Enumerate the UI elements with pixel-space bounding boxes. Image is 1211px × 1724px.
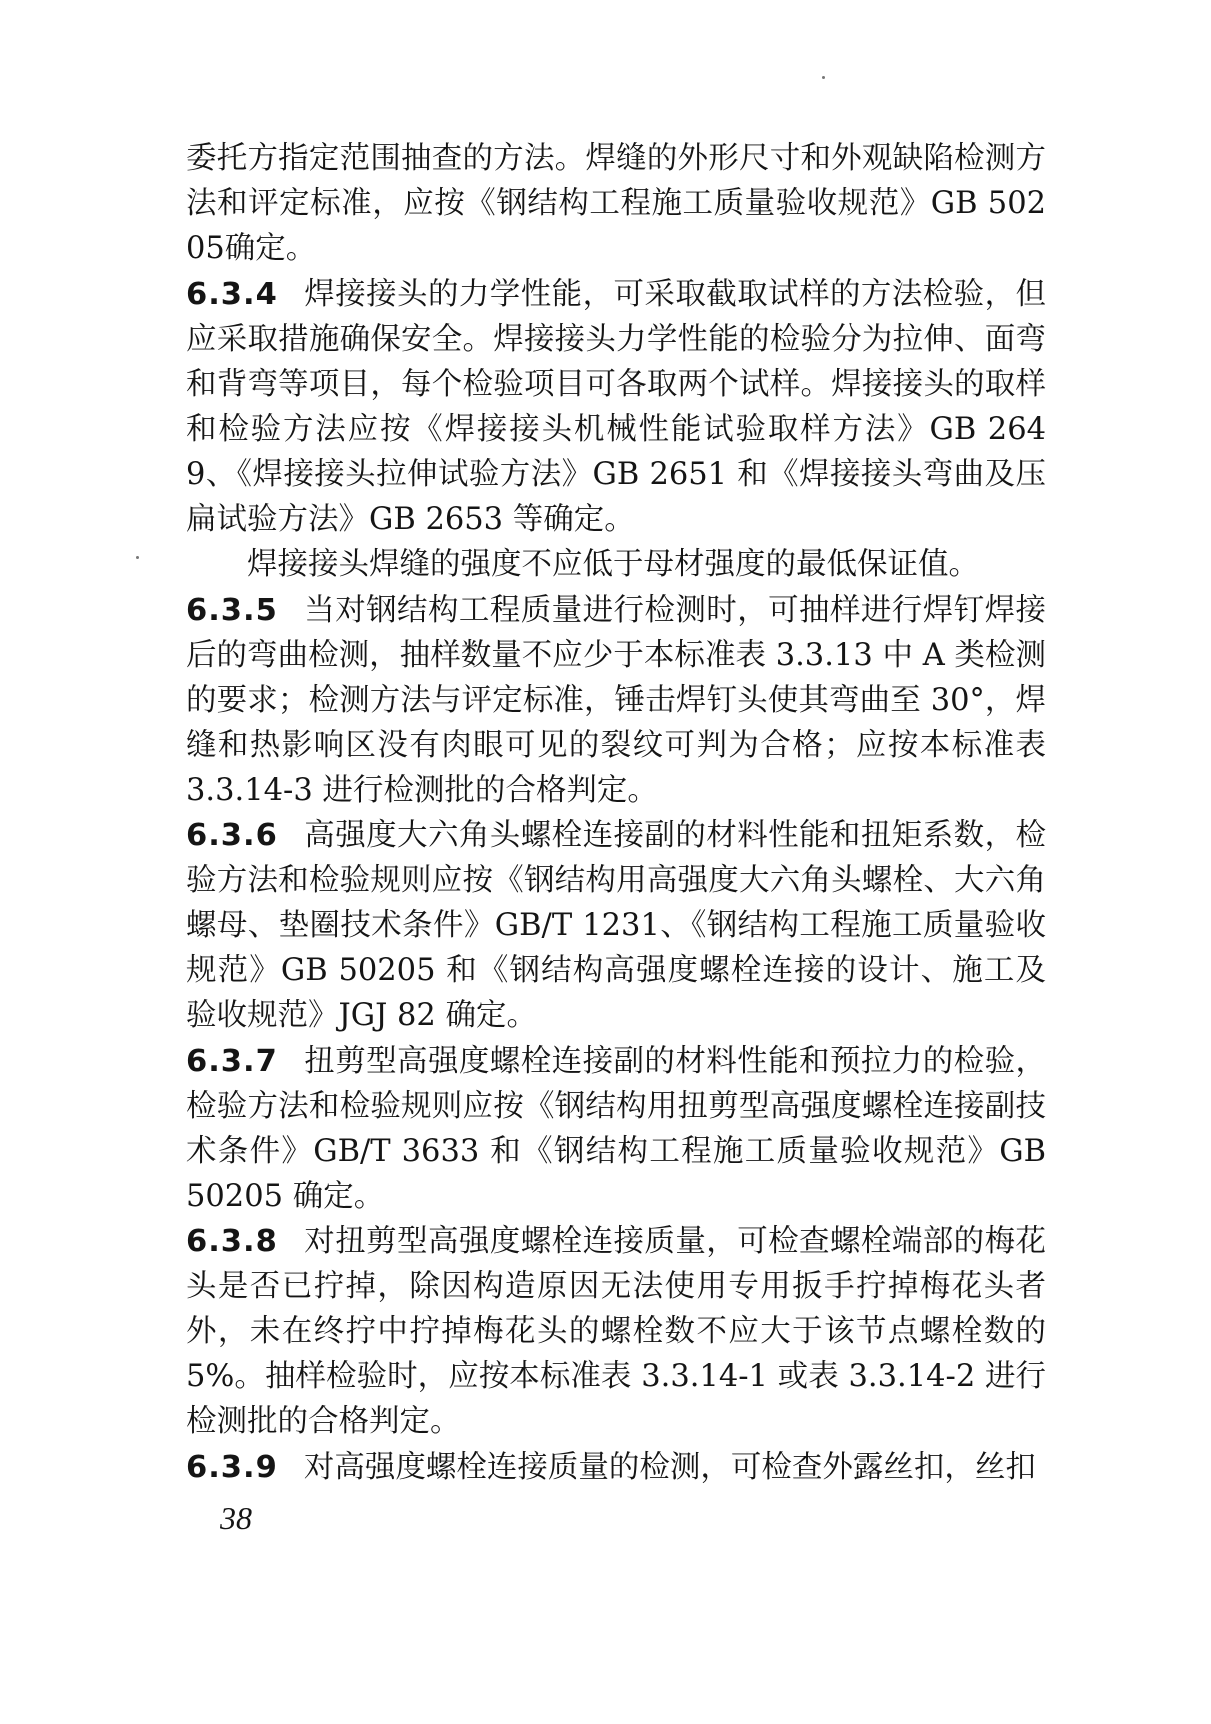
paragraph <box>186 136 1046 271</box>
paragraph <box>186 1039 1046 1219</box>
section-number: 6.3.9 <box>186 1449 278 1485</box>
paragraph-text: 对扭剪型高强度螺栓连接质量，可检查螺栓端部的梅花头是否已拧掉，除因构造原因无法使用专用扳手拧掉梅花头者外，未在终拧中拧掉梅花头的螺栓数不应大于该节点螺栓数的 5%。抽样检验时，应按本标准表 3.3.14-1 或表 3.3.14-2 进行检测批的合格判定。 <box>186 1224 1046 1439</box>
section-number: 6.3.4 <box>186 276 278 312</box>
paragraph-text: 委托方指定范围抽查的方法。焊缝的外形尺寸和外观缺陷检测方法和评定标准，应按《钢结构工程施工质量验收规范》GB 50205确定。 <box>186 141 1046 266</box>
paragraph <box>186 272 1046 542</box>
section-number: 6.3.5 <box>186 592 278 628</box>
paragraph-text: 焊接接头的力学性能，可采取截取试样的方法检验，但应采取措施确保安全。焊接接头力学性能的检验分为拉伸、面弯和背弯等项目，每个检验项目可各取两个试样。焊接接头的取样和检验方法应按《焊接接头机械性能试验取样方法》GB 2649、《焊接接头拉伸试验方法》GB 2651 和《焊接接头弯曲及压扁试验方法》GB 2653 等确定。 <box>186 276 1046 537</box>
paragraph <box>186 542 1046 587</box>
paragraph-text: 焊接接头焊缝的强度不应低于母材强度的最低保证值。 <box>247 547 979 582</box>
paragraph <box>186 813 1046 1038</box>
scan-speck <box>136 556 139 559</box>
paragraph-text: 对高强度螺栓连接质量的检测，可检查外露丝扣，丝扣 <box>303 1449 1036 1485</box>
paragraph-text: 扭剪型高强度螺栓连接副的材料性能和预拉力的检验，检验方法和检验规则应按《钢结构用扭剪型高强度螺栓连接副技术条件》GB/T 3633 和《钢结构工程施工质量验收规范》GB 50205 确定。 <box>186 1043 1046 1214</box>
section-number: 6.3.8 <box>186 1224 278 1259</box>
paragraph <box>186 1445 1046 1490</box>
section-number: 6.3.7 <box>186 1043 278 1079</box>
paragraph <box>186 1219 1046 1444</box>
paragraph <box>186 588 1046 813</box>
paragraph-text: 高强度大六角头螺栓连接副的材料性能和扭矩系数，检验方法和检验规则应按《钢结构用高强度大六角头螺栓、大六角螺母、垫圈技术条件》GB/T 1231、《钢结构工程施工质量验收规范》GB 50205 和《钢结构高强度螺栓连接的设计、施工及验收规范》JGJ 82 确定。 <box>186 818 1046 1033</box>
document-body <box>186 136 1046 1490</box>
page-number: 38 <box>220 1500 252 1536</box>
section-number: 6.3.6 <box>186 818 278 853</box>
scan-speck <box>822 76 825 79</box>
paragraph-text: 当对钢结构工程质量进行检测时，可抽样进行焊钉焊接后的弯曲检测，抽样数量不应少于本标准表 3.3.13 中 A 类检测的要求；检测方法与评定标准，锤击焊钉头使其弯曲至 30°，焊缝和热影响区没有肉眼可见的裂纹可判为合格；应按本标准表 3.3.14-3 进行检测批的合格判定。 <box>186 592 1046 808</box>
